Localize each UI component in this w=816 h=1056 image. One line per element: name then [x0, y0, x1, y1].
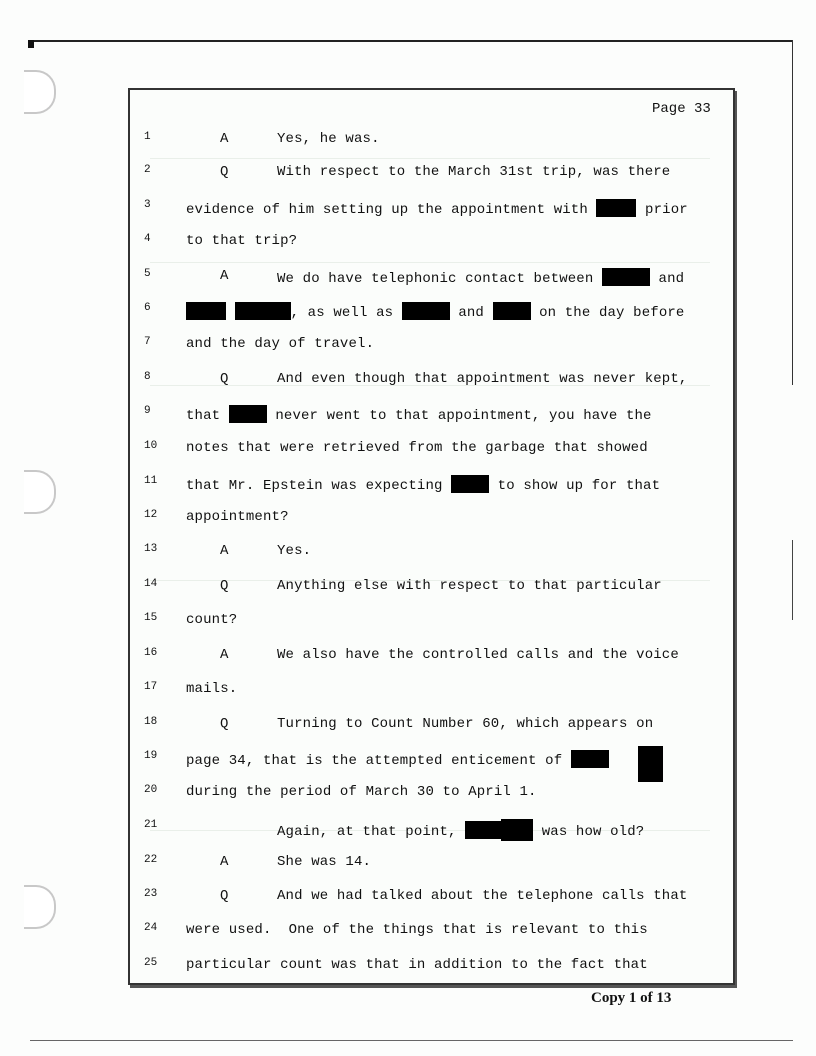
line-text-part: that	[186, 408, 221, 424]
line-number: 18	[144, 716, 158, 728]
redaction-box	[451, 475, 489, 493]
line-text: She was 14.	[277, 854, 372, 870]
page-number: Page 33	[652, 101, 711, 117]
line-number: 13	[144, 543, 158, 555]
line-text: And we had talked about the telephone calls that	[277, 888, 688, 904]
line-text	[186, 750, 609, 769]
top-border-line	[30, 40, 793, 42]
line-number: 19	[144, 750, 158, 762]
line-text	[277, 819, 644, 841]
redaction-box	[638, 746, 663, 782]
line-number: 22	[144, 854, 158, 866]
line-text-part: and	[458, 305, 484, 321]
line-text: particular count was that in addition to the fact that	[186, 957, 648, 973]
line-text: Yes, he was.	[277, 131, 380, 147]
line-number: 3	[144, 199, 151, 211]
line-text-part: We do have telephonic contact between	[277, 271, 594, 287]
redaction-box	[571, 750, 609, 768]
line-text-part: Again, at that point,	[277, 824, 457, 840]
line-text: during the period of March 30 to April 1.	[186, 784, 537, 800]
line-text-part: that Mr. Epstein was expecting	[186, 478, 443, 494]
redaction-box	[229, 405, 267, 423]
speaker-label: A	[220, 854, 229, 870]
line-number: 10	[144, 440, 158, 452]
line-text-part: page 34, that is the attempted enticement of	[186, 753, 563, 769]
line-text	[277, 268, 684, 287]
line-number: 1	[144, 131, 151, 143]
bleed-through-line	[150, 158, 710, 159]
line-text: Anything else with respect to that particular	[277, 578, 662, 594]
speaker-label: A	[220, 131, 229, 147]
line-text: Turning to Count Number 60, which appears on	[277, 716, 654, 732]
redaction-box	[465, 821, 501, 839]
line-number: 16	[144, 647, 158, 659]
line-number: 23	[144, 888, 158, 900]
line-text: to that trip?	[186, 233, 298, 249]
line-text	[186, 405, 652, 424]
speaker-label: Q	[220, 578, 229, 594]
bottom-border-line	[30, 1040, 793, 1041]
redaction-box	[493, 302, 531, 320]
line-text: notes that were retrieved from the garbage that showed	[186, 440, 648, 456]
line-number: 6	[144, 302, 151, 314]
line-text-part: to show up for that	[497, 478, 661, 494]
line-number: 20	[144, 784, 158, 796]
line-text: And even though that appointment was never kept,	[277, 371, 688, 387]
corner-mark	[28, 40, 34, 48]
line-number: 8	[144, 371, 151, 383]
line-text: count?	[186, 612, 238, 628]
line-number: 12	[144, 509, 158, 521]
redaction-box	[235, 302, 291, 320]
bleed-through-line	[150, 262, 710, 263]
line-number: 15	[144, 612, 158, 624]
speaker-label: Q	[220, 716, 229, 732]
line-number: 11	[144, 475, 158, 487]
copy-number-label: Copy 1 of 13	[591, 990, 672, 1006]
line-text: were used. One of the things that is relevant to this	[186, 922, 648, 938]
redaction-box	[501, 819, 533, 841]
line-text	[186, 199, 688, 218]
line-text-part: evidence of him setting up the appointment with	[186, 202, 588, 218]
line-text-part: , as well as	[290, 305, 394, 321]
line-text: mails.	[186, 681, 238, 697]
line-text-part: prior	[645, 202, 688, 218]
line-text: and the day of travel.	[186, 336, 375, 352]
line-text-part: never went to that appointment, you have the	[275, 408, 652, 424]
speaker-label: A	[220, 543, 229, 559]
line-number: 2	[144, 164, 151, 176]
line-text	[186, 302, 684, 321]
speaker-label: A	[220, 647, 229, 663]
line-number: 14	[144, 578, 158, 590]
line-number: 17	[144, 681, 158, 693]
line-text-part: was how old?	[541, 824, 645, 840]
line-number: 21	[144, 819, 158, 831]
redaction-box	[402, 302, 450, 320]
line-number: 7	[144, 336, 151, 348]
line-text	[186, 475, 660, 494]
right-edge-line	[792, 40, 793, 385]
redaction-box	[602, 268, 650, 286]
line-text: appointment?	[186, 509, 289, 525]
speaker-label: Q	[220, 888, 229, 904]
line-number: 24	[144, 922, 158, 934]
line-text-part: and	[658, 271, 685, 287]
line-number: 9	[144, 405, 151, 417]
right-edge-line-lower	[792, 540, 793, 620]
line-number: 4	[144, 233, 151, 245]
line-number: 5	[144, 268, 151, 280]
line-text: We also have the controlled calls and the voice	[277, 647, 679, 663]
redaction-box	[596, 199, 636, 217]
line-text-part: on the day before	[539, 305, 685, 321]
speaker-label: Q	[220, 371, 229, 387]
line-text: Yes.	[277, 543, 312, 559]
line-number: 25	[144, 957, 158, 969]
line-text: With respect to the March 31st trip, was there	[277, 164, 671, 180]
speaker-label: A	[220, 268, 229, 284]
redaction-box	[186, 302, 226, 320]
transcript-frame	[128, 88, 735, 985]
speaker-label: Q	[220, 164, 229, 180]
